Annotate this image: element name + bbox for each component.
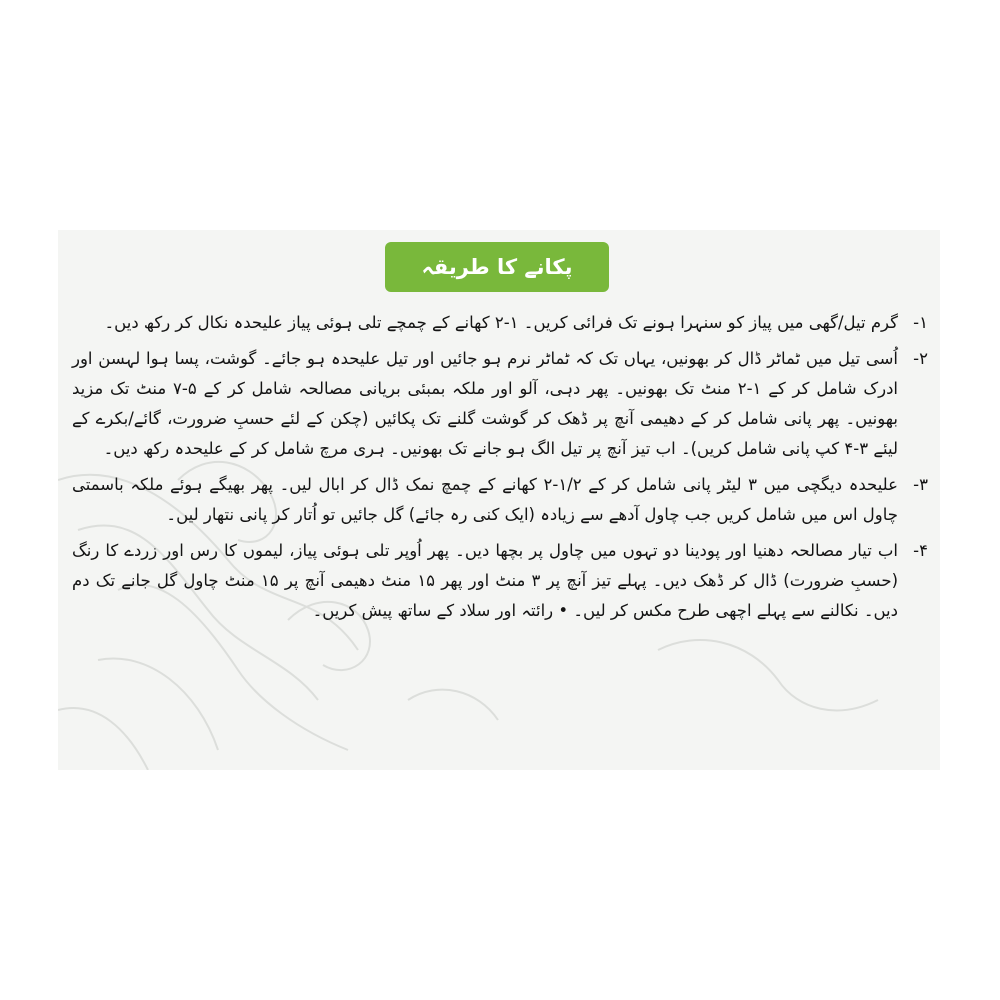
step-number: ۲- — [913, 349, 928, 368]
step-number: ۴- — [913, 541, 928, 560]
recipe-step — [72, 470, 932, 530]
recipe-step — [72, 308, 932, 338]
recipe-step — [72, 536, 932, 626]
recipe-card — [58, 230, 940, 770]
recipe-step — [72, 344, 932, 464]
step-text: گرم تیل/گھی میں پیاز کو سنہرا ہونے تک فرائی کریں۔ ۱-۲ کھانے کے چمچے تلی ہوئی پیاز علیحدہ نکال کر رکھ دیں۔ — [104, 313, 898, 332]
step-text: علیحدہ دیگچی میں ۳ لیٹر پانی شامل کر کے ۱/۲-۲ کھانے کے چمچ نمک ڈال کر ابال لیں۔ پھر بھیگے ہوئے ملکہ باسمتی چاول اس میں شامل کریں جب چاول آدھے سے زیادہ (ایک کنی رہ جائے) گل جائیں تو اُتار کر پانی نتھار لیں۔ — [72, 475, 898, 524]
step-text: اب تیار مصالحہ دھنیا اور پودینا دو تہوں میں چاول پر بچھا دیں۔ پھر اُوپر تلی ہوئی پیاز، لیموں کا رس اور زردے کا رنگ (حسبِ ضرورت) ڈال کر ڈھک دیں۔ پہلے تیز آنچ پر ۳ منٹ اور پھر ۱۵ منٹ دھیمی آنچ پر ۱۵ منٹ چاول گل جانے تک دم دیں۔ نکالنے سے پہلے اچھی طرح مکس کر لیں۔ • رائتہ اور سلاد کے ساتھ پیش کریں۔ — [72, 541, 899, 620]
step-text: اُسی تیل میں ٹماٹر ڈال کر بھونیں، یہاں تک کہ ٹماٹر نرم ہو جائیں اور تیل علیحدہ ہو جائے۔ گوشت، پسا ہوا لہسن اور ادرک شامل کر کے ۱-۲ منٹ تک بھونیں۔ پھر دہی، آلو اور ملکہ بمبئی بریانی مصالحہ شامل کر کے ۵-۷ منٹ تک مزید بھونیں۔ پھر پانی شامل کر کے دھیمی آنچ پر ڈھک کر گوشت گلنے تک پکائیں (چکن کے لئے حسبِ ضرورت، گائے/بکرے کے لیئے ۳-۴ کپ پانی شامل کریں)۔ اب تیز آنچ پر تیل الگ ہو جانے تک بھونیں۔ ہری مرچ شامل کر کے علیحدہ رکھ دیں۔ — [72, 349, 898, 458]
step-number: ۱- — [913, 313, 928, 332]
recipe-method-title: پکانے کا طریقہ — [385, 242, 609, 292]
recipe-steps-list — [72, 308, 932, 626]
step-number: ۳- — [913, 475, 928, 494]
